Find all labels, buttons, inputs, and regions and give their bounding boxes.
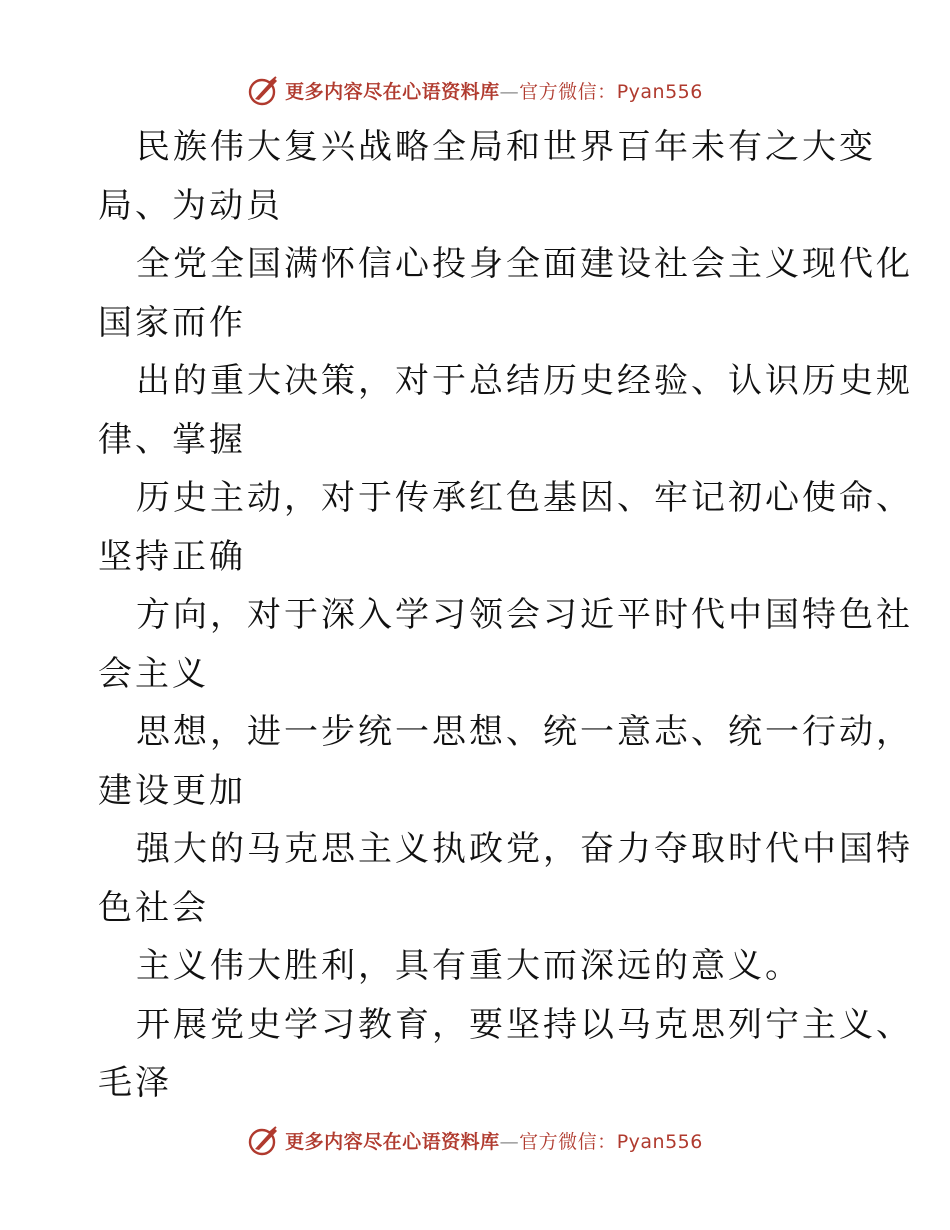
feather-pen-logo-icon	[247, 73, 281, 107]
text-line: 建设更加	[98, 770, 246, 811]
text-line: 局、为动员	[98, 185, 283, 226]
text-line: 出的重大决策，对于总结历史经验、认识历史规	[136, 361, 913, 401]
header-wechat-id: Pyan556	[616, 80, 703, 103]
text-line: 坚持正确	[98, 536, 246, 577]
text-line: 国家而作	[98, 302, 246, 343]
footer-wechat-id: Pyan556	[616, 1130, 703, 1153]
footer-separator: —	[499, 1130, 520, 1153]
footer-wechat-label: 官方微信：	[519, 1130, 617, 1153]
text-line: 律、掌握	[98, 419, 246, 460]
header-wechat-label: 官方微信：	[519, 80, 617, 103]
text-line: 主义伟大胜利，具有重大而深远的意义。	[136, 946, 802, 986]
text-line: 方向，对于深入学习领会习近平时代中国特色社	[136, 595, 913, 635]
footer-banner	[0, 1120, 950, 1160]
text-line: 毛泽	[98, 1063, 172, 1103]
footer-brand: 更多内容尽在心语资料库	[285, 1130, 500, 1153]
header-separator: —	[499, 80, 520, 103]
text-line: 会主义	[98, 653, 209, 694]
header-banner	[0, 70, 950, 110]
document-body	[98, 118, 913, 1113]
header-text	[285, 77, 703, 104]
header-brand: 更多内容尽在心语资料库	[285, 80, 500, 103]
footer-text	[285, 1127, 703, 1154]
text-line: 历史主动，对于传承红色基因、牢记初心使命、	[136, 478, 913, 518]
text-line: 民族伟大复兴战略全局和世界百年未有之大变	[136, 127, 876, 167]
text-line: 强大的马克思主义执政党，奋力夺取时代中国特	[136, 829, 913, 869]
text-line: 色社会	[98, 887, 209, 928]
text-line: 思想，进一步统一思想、统一意志、统一行动，	[136, 712, 913, 752]
text-line: 全党全国满怀信心投身全面建设社会主义现代化	[136, 244, 913, 284]
text-line: 开展党史学习教育，要坚持以马克思列宁主义、	[136, 1004, 913, 1045]
feather-pen-logo-icon	[247, 1123, 281, 1157]
